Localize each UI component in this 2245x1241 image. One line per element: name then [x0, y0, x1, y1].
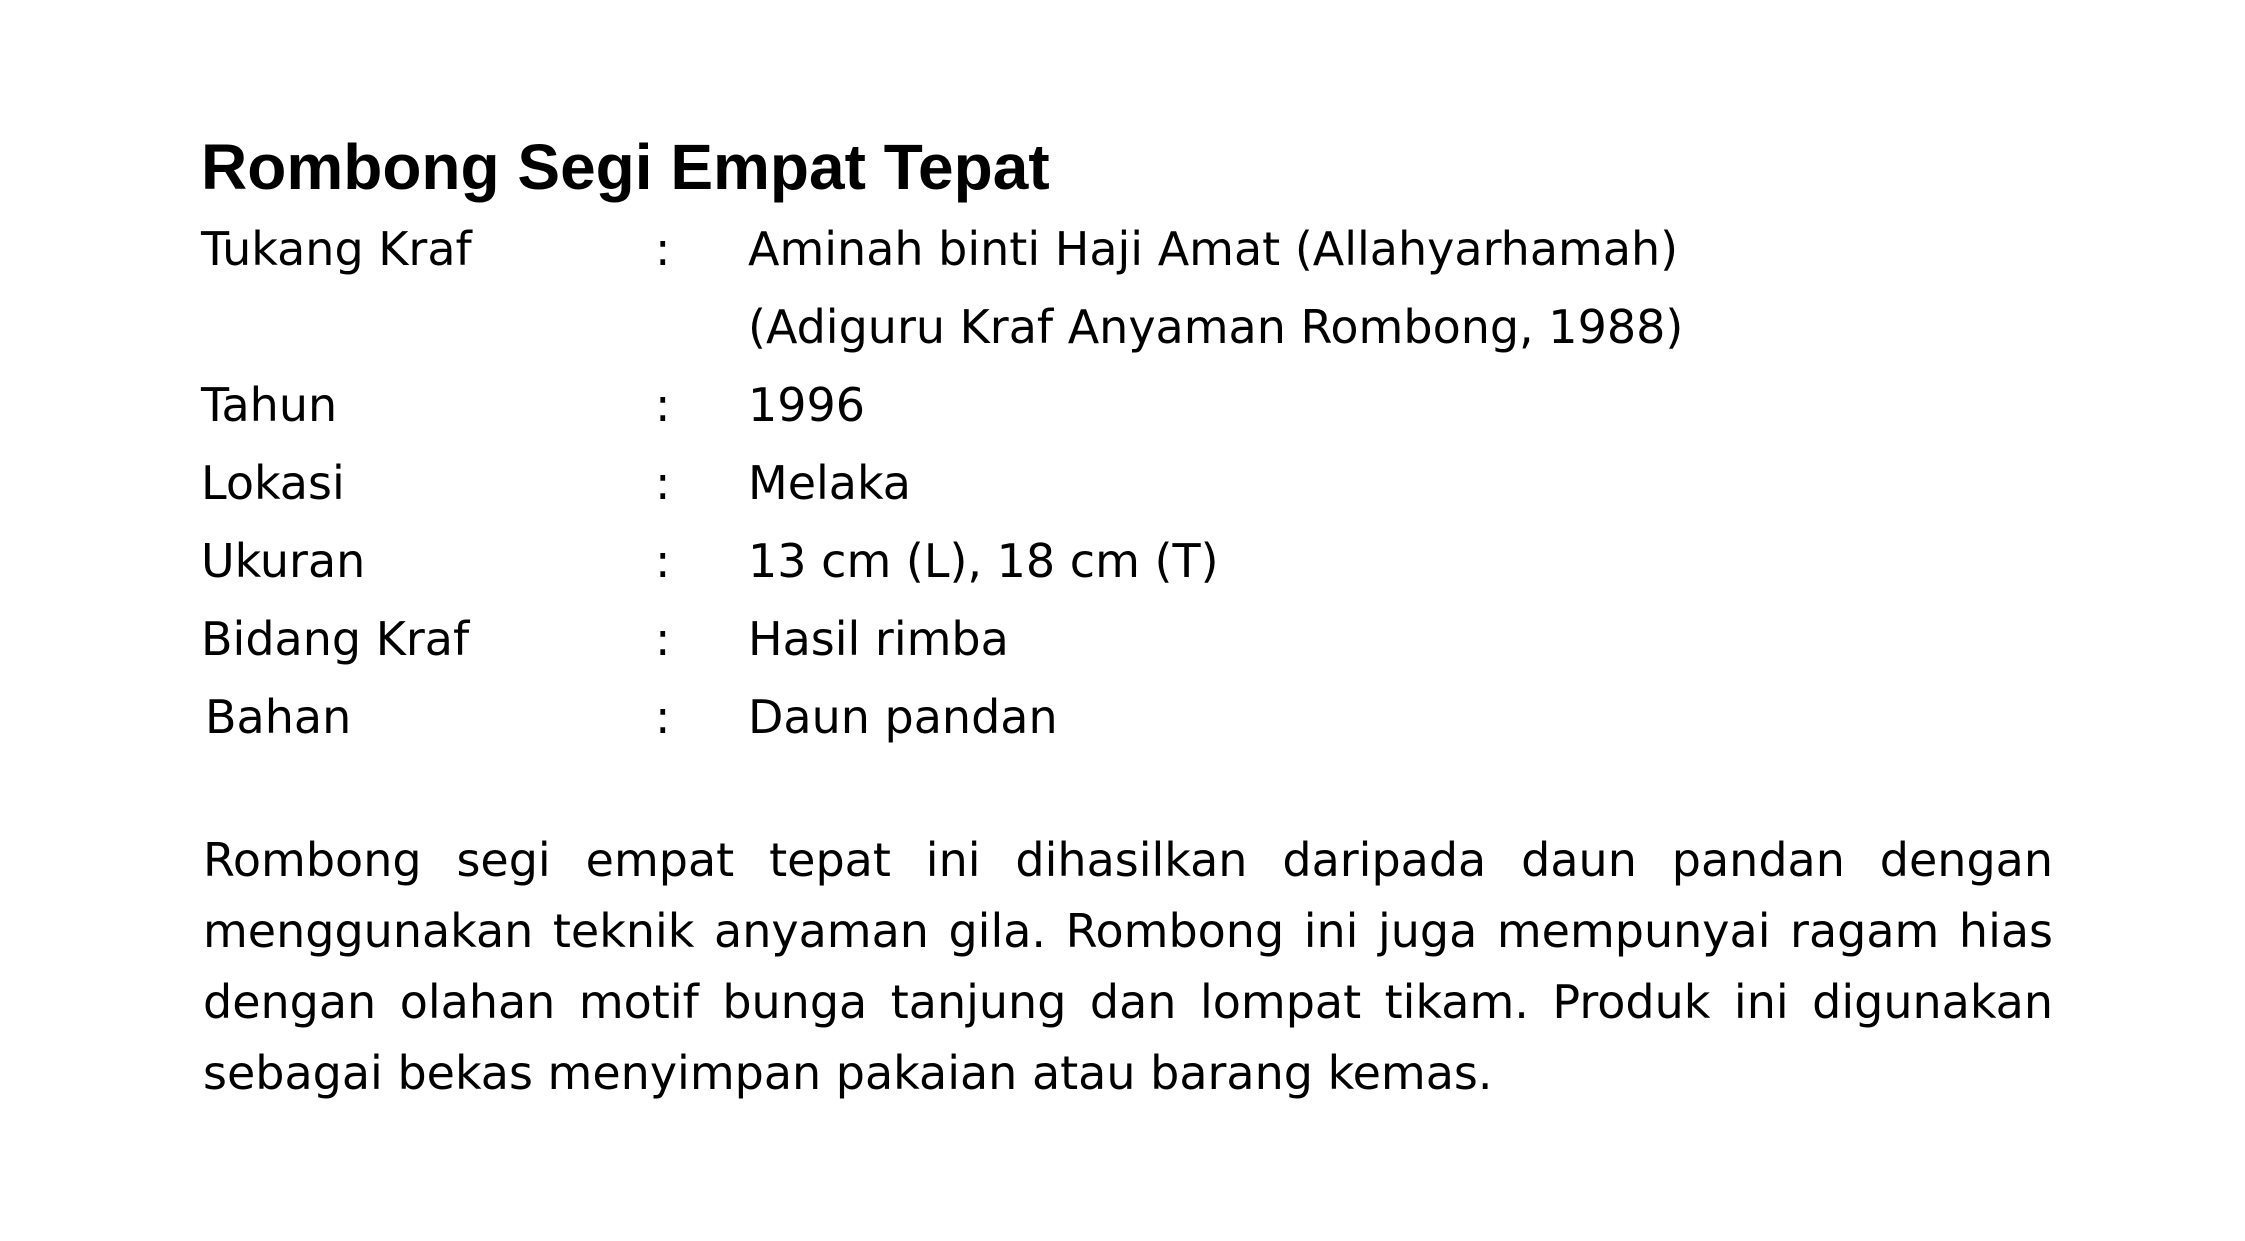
description-paragraph: Rombong segi empat tepat ini dihasilkan daripada daun pandan dengan menggunakan teknik anyaman gila. Rombong ini juga mempunyai ragam hias dengan olahan motif bunga tanjung dan lompat tikam. Produk ini digunakan sebagai bekas menyimpan pakaian atau barang kemas. [203, 833, 2053, 1100]
metadata-separator: : [655, 612, 671, 666]
metadata-value: Aminah binti Haji Amat (Allahyarhamah) [748, 222, 1679, 276]
metadata-row-bidang-kraf [201, 600, 2101, 678]
metadata-row-lokasi [201, 444, 2101, 522]
metadata-value: Hasil rimba [748, 612, 1009, 666]
metadata-row-tukang-kraf [201, 210, 2101, 288]
metadata-value: Daun pandan [748, 690, 1058, 744]
metadata-label: Tukang Kraf [201, 222, 472, 276]
document-title: Rombong Segi Empat Tepat [201, 131, 1050, 203]
metadata-row-bahan [201, 678, 2101, 756]
metadata-label: Lokasi [201, 456, 345, 510]
metadata-separator: : [655, 456, 671, 510]
metadata-label: Bidang Kraf [201, 612, 470, 666]
metadata-row-tukang-kraf-continued [201, 288, 2101, 366]
metadata-value: Melaka [748, 456, 911, 510]
metadata-list [201, 210, 2101, 756]
metadata-separator: : [655, 222, 671, 276]
metadata-value: 13 cm (L), 18 cm (T) [748, 534, 1219, 588]
metadata-label: Bahan [205, 690, 352, 744]
metadata-separator: : [655, 534, 671, 588]
metadata-value: 1996 [748, 378, 866, 432]
metadata-separator: : [655, 690, 671, 744]
metadata-label: Ukuran [201, 534, 366, 588]
metadata-row-tahun [201, 366, 2101, 444]
metadata-separator: : [655, 378, 671, 432]
metadata-value-continued: (Adiguru Kraf Anyaman Rombong, 1988) [748, 300, 1684, 354]
metadata-row-ukuran [201, 522, 2101, 600]
metadata-label: Tahun [201, 378, 338, 432]
